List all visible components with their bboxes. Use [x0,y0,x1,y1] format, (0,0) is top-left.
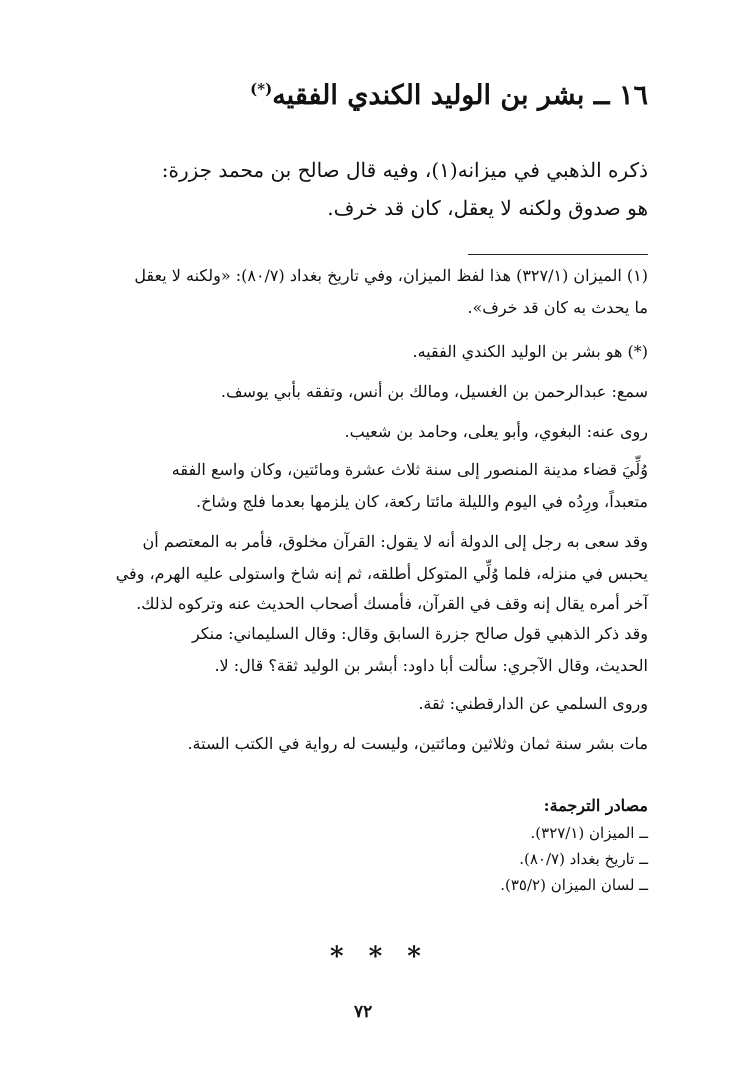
footnote-star-line-11: وروى السلمي عن الدارقطني: ثقة. [418,694,648,713]
footnote-1-line-1: (١) الميزان (٣٢٧/١) هذا لفظ الميزان، وفي تاريخ بغداد (٨٠/٧): «ولكنه لا يعقل [134,266,648,285]
sources-title: مصادر الترجمة: [543,796,648,815]
footnote-star-line-6: وقد سعى به رجل إلى الدولة أنه لا يقول: القرآن مخلوق، فأمر به المعتصم أن [142,532,648,551]
source-item-3: ــ لسان الميزان (٣٥/٢). [500,876,648,894]
footnote-star-line-10: الحديث، وقال الآجري: سألت أبا داود: أبشر بن الوليد ثقة؟ قال: لا. [214,656,648,675]
section-separator: * * * [330,942,429,972]
footnote-star-line-7: يحبس في منزله، فلما وُلِّي المتوكل أطلقه، ثم إنه شاخ واستولى عليه الهرم، وفي [115,564,648,583]
footnote-star-line-3: روى عنه: البغوي، وأبو يعلى، وحامد بن شعيب. [344,422,648,441]
footnote-star-line-1: (*) هو بشر بن الوليد الكندي الفقيه. [412,342,648,361]
page-number: ٧٢ [354,1002,373,1022]
footnote-star-line-4: وُلِّيَ قضاء مدينة المنصور إلى سنة ثلاث عشرة ومائتين، وكان واسع الفقه [171,460,648,479]
source-item-1: ــ الميزان (٣٢٧/١). [530,824,648,842]
main-text-line-2: هو صدوق ولكنه لا يعقل، كان قد خرف. [327,196,648,220]
footnote-star-line-12: مات بشر سنة ثمان وثلاثين ومائتين، وليست له رواية في الكتب الستة. [187,734,648,753]
entry-heading [250,82,648,109]
entry-title: ــ بشر بن الوليد الكندي الفقيه [272,80,610,111]
footnote-star-line-8: آخر أمره يقال إنه وقف في القرآن، فأمسك أصحاب الحديث عنه وتركوه لذلك. [136,594,648,613]
footnote-1-line-2: ما يحدث به كان قد خرف». [467,298,648,317]
footnote-star-line-2: سمع: عبدالرحمن بن الغسيل، ومالك بن أنس، وتفقه بأبي يوسف. [220,382,648,401]
entry-footnote-marker: (*) [250,80,273,98]
source-item-2: ــ تاريخ بغداد (٨٠/٧). [519,850,648,868]
footnote-divider [468,254,648,255]
footnote-star-line-5: متعبداً، ورِدُه في اليوم والليلة مائتا ركعة، كان يلزمها بعدما فلج وشاخ. [196,492,648,511]
entry-number: ١٦ [618,80,648,111]
main-text-line-1: ذكره الذهبي في ميزانه(١)، وفيه قال صالح بن محمد جزرة: [161,158,648,182]
footnote-star-line-9: وقد ذكر الذهبي قول صالح جزرة السابق وقال: وقال السليماني: منكر [191,624,648,643]
